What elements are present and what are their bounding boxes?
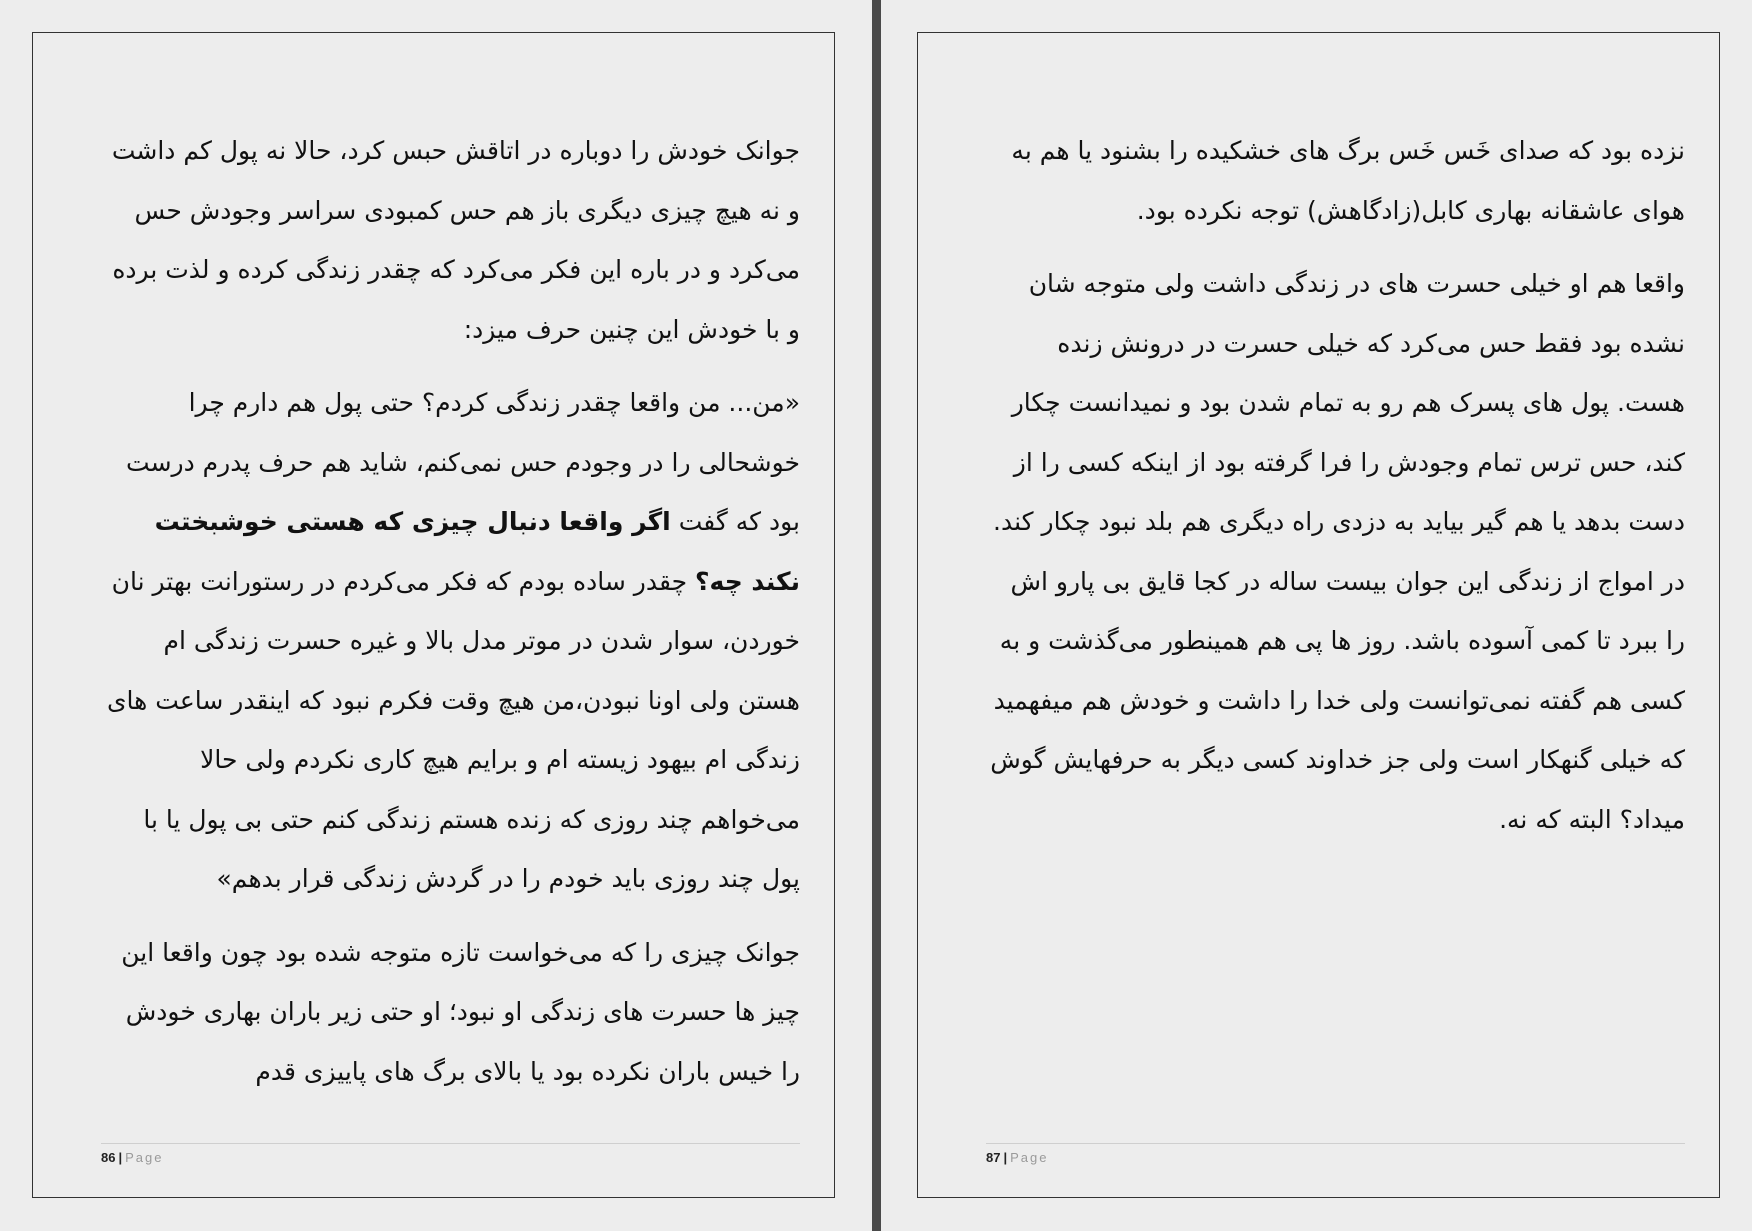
page-number: 87: [986, 1150, 1001, 1165]
bold-phrase: اگر واقعا دنبال چیزی که هستی خوشبختت نکند چه؟: [154, 507, 800, 596]
page-body: [101, 121, 800, 1115]
page-separator: |: [1003, 1150, 1008, 1165]
page-86: [32, 32, 835, 1198]
paragraph: جوانک خودش را دوباره در اتاقش حبس کرد، حالا نه پول کم داشت و نه هیچ چیزی دیگری باز هم حس کمبودی سراسر وجودش حس می‌کرد و در باره این فکر می‌کرد که چقدر زندگی کرده و لذت برده و با خودش این چنین حرف میزد:: [111, 136, 800, 344]
page-separator: |: [118, 1150, 123, 1165]
paragraph: نزده بود که صدای خَس خَس برگ های خشکیده را بشنود یا هم به هوای عاشقانه بهاری کابل(زادگاهش) توجه نکرده بود.: [1011, 136, 1685, 225]
page-label: Page: [125, 1150, 164, 1165]
page-gutter: [872, 0, 881, 1231]
page-87: [917, 32, 1720, 1198]
quote-text: «من... من واقعا چقدر زندگی کردم؟ حتی پول هم دارم چرا خوشحالی را در وجودم حس نمی‌کنم، شاید هم حرف پدرم درست بود که گفت: [126, 388, 800, 536]
page-number: 86: [101, 1150, 116, 1165]
page-label: Page: [1010, 1150, 1049, 1165]
paragraph: واقعا هم او خیلی حسرت های در زندگی داشت ولی متوجه شان نشده بود فقط حس می‌کرد که خیلی حسرت در درونش زنده هست. پول های پسرک هم رو به تمام شدن بود و نمیدانست چکار کند، حس ترس تمام وجودش را فرا گرفته بود از اینکه کسی را از دست بدهد یا هم گیر بیاید به دزدی راه دیگری هم بلد نبود چکار کند. در امواج از زندگی این جوان بیست ساله در کجا قایق بی پارو اش را ببرد تا کمی آسوده باشد. روز ها پی هم همینطور می‌گذشت و به کسی هم گفته نمی‌توانست ولی خدا را داشت و خودش هم میفهمید که خیلی گنهکار است ولی جز خداوند کسی دیگر به حرفهایش گوش میداد؟ البته که نه.: [990, 269, 1685, 834]
paragraph: جوانک چیزی را که می‌خواست تازه متوجه شده بود چون واقعا این چیز ها حسرت های زندگی او نبود؛ او حتی زیر باران بهاری خودش را خیس باران نکرده بود یا بالای برگ های پاییزی قدم: [121, 937, 800, 1086]
page-footer: [101, 1143, 800, 1165]
page-footer: [986, 1143, 1685, 1165]
paragraph-quote: [101, 373, 800, 909]
quote-text-rest: چقدر ساده بودم که فکر می‌کردم در رستورانت بهتر نان خوردن، سوار شدن در موتر مدل بالا و غیره حسرت زندگی ام هستن ولی اونا نبودن،من هیچ وقت فکرم نبود که اینقدر ساعت های زندگی ام بیهود زیسته ام و برایم هیچ کاری نکردم ولی حالا می‌خواهم چند روزی که زنده هستم زندگی کنم حتی بی پول یا با پول چند روزی باید خودم را در گردش زندگی قرار بدهم»: [106, 566, 800, 893]
page-body: [986, 121, 1685, 863]
